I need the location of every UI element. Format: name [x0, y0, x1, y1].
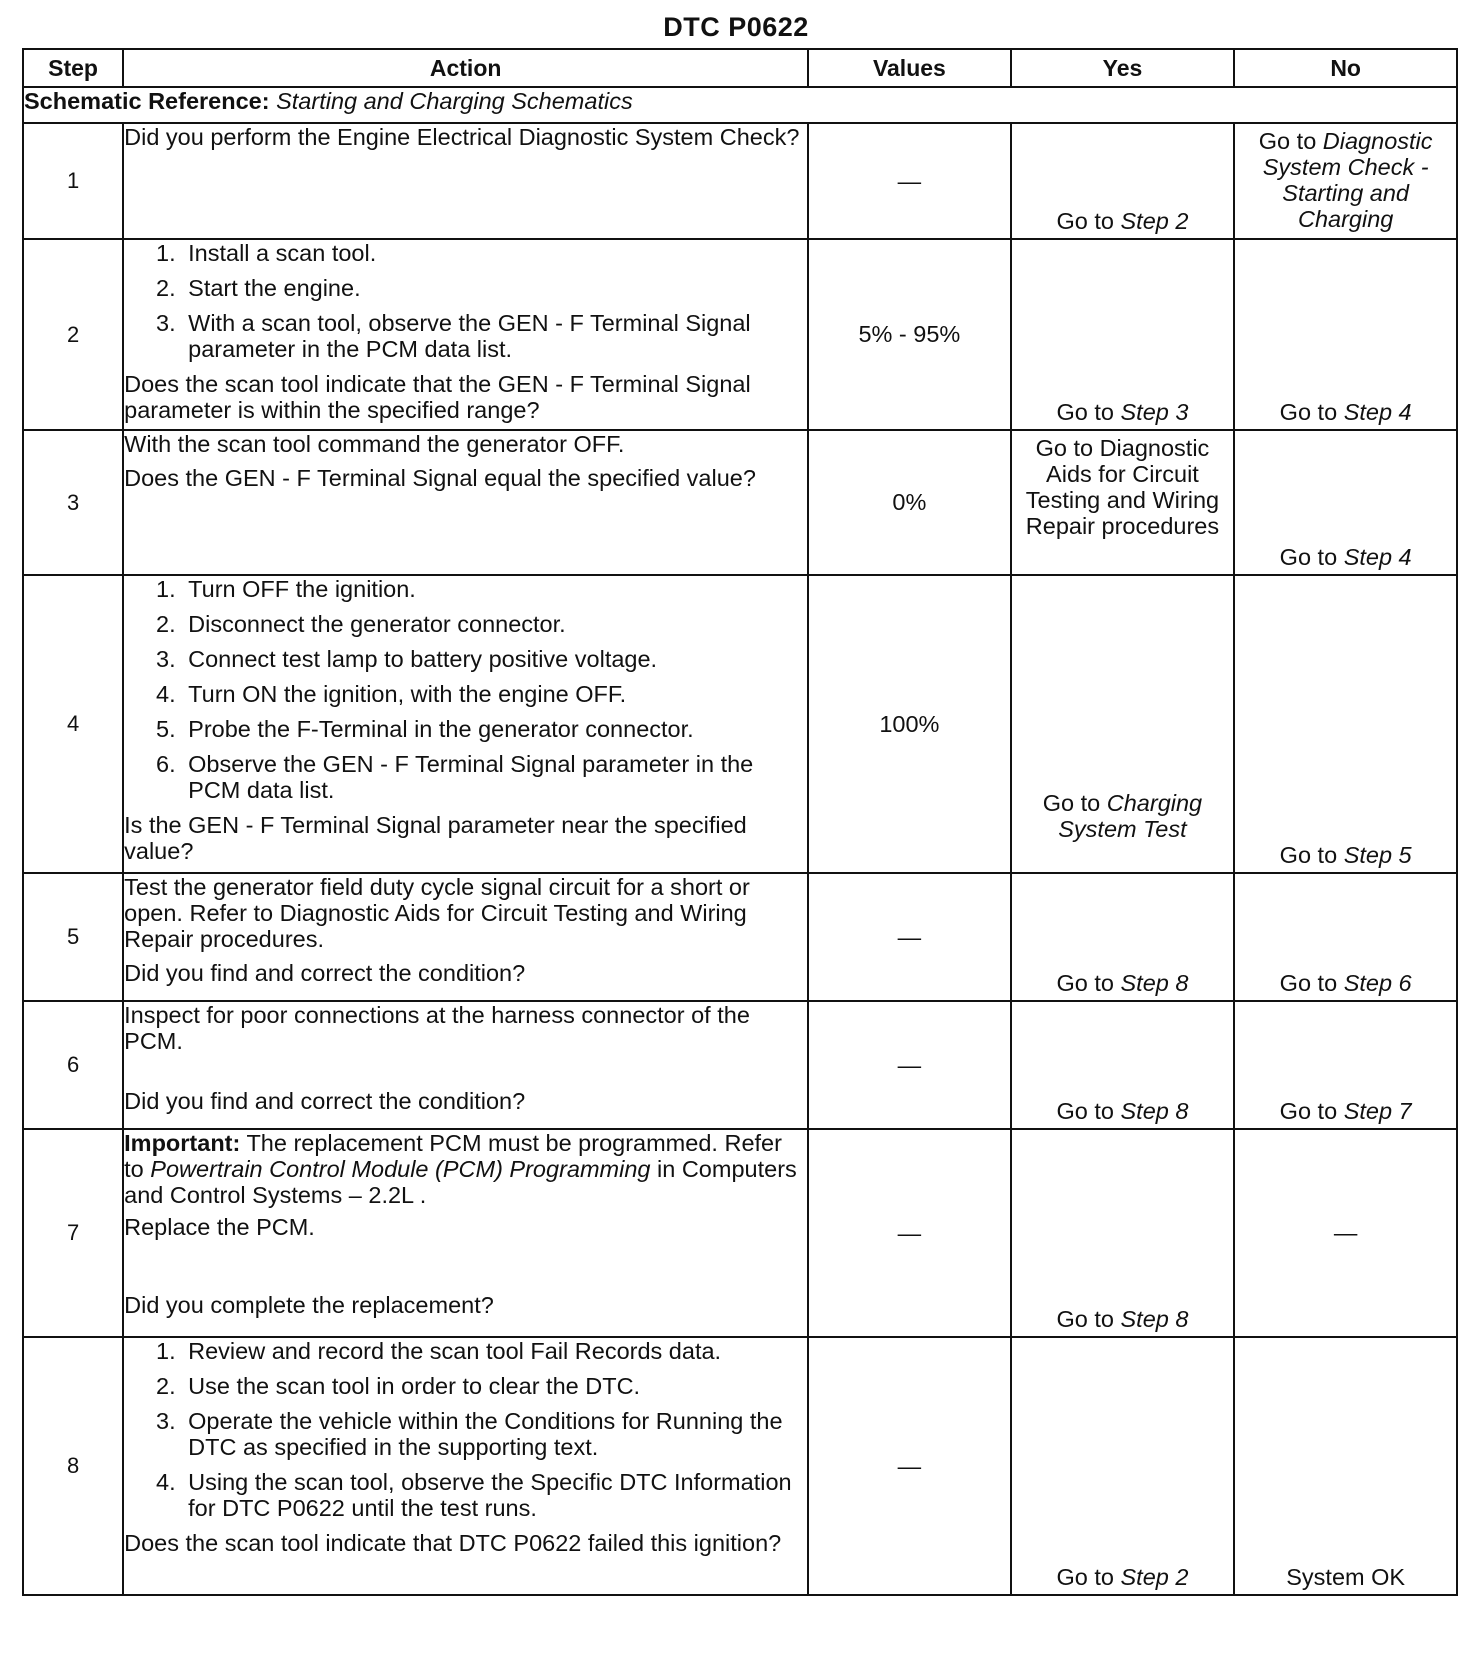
no-cell: [1234, 430, 1457, 575]
action-item: 2. Disconnect the generator connector.: [182, 611, 807, 637]
go-to-text: Go to: [1279, 399, 1338, 425]
yes-cell: [1011, 1129, 1235, 1337]
no-target: Step 6: [1343, 970, 1412, 996]
action-item: 3. Connect test lamp to battery positive voltage.: [182, 646, 807, 672]
action-question: Did you find and correct the condition?: [124, 960, 526, 986]
go-to-text: Go to: [1279, 544, 1338, 570]
go-to-text: Go to: [1056, 1098, 1114, 1124]
yes-target: Step 8: [1120, 1306, 1189, 1332]
yes-cell: [1011, 430, 1235, 575]
yes-target: Step 8: [1120, 970, 1189, 996]
action-text: Inspect for poor connections at the harness connector of the PCM.: [124, 1002, 750, 1054]
value-cell: —: [808, 873, 1010, 1001]
header-action: Action: [123, 49, 808, 87]
go-to-text: Go to: [1056, 399, 1114, 425]
no-cell: [1234, 123, 1457, 239]
step-number: 1: [23, 123, 123, 239]
header-no: No: [1234, 49, 1457, 87]
step-number: 7: [23, 1129, 123, 1337]
table-row: [23, 239, 1457, 430]
step-number: 3: [23, 430, 123, 575]
table-row: [23, 575, 1457, 873]
action-cell: [123, 1337, 808, 1595]
yes-cell: [1011, 239, 1235, 430]
action-item: 1. Turn OFF the ignition.: [182, 576, 807, 602]
yes-target: Step 3: [1120, 399, 1189, 425]
value-cell: 100%: [808, 575, 1010, 873]
action-cell: [123, 123, 808, 239]
action-list: [124, 240, 807, 362]
go-to-text: Go to: [1279, 1098, 1338, 1124]
table-row: [23, 1001, 1457, 1129]
no-cell: [1234, 575, 1457, 873]
go-to-text: Go to: [1056, 970, 1114, 996]
step-number: 4: [23, 575, 123, 873]
no-cell: [1234, 1129, 1457, 1337]
no-target: Step 4: [1343, 544, 1412, 570]
yes-target: Step 8: [1120, 1098, 1189, 1124]
action-cell: [123, 1001, 808, 1129]
page-title: DTC P0622: [663, 12, 809, 42]
action-item: 1. Install a scan tool.: [182, 240, 807, 266]
yes-target: Step 2: [1120, 1564, 1189, 1590]
action-question: Did you find and correct the condition?: [124, 1088, 526, 1114]
header-yes: Yes: [1011, 49, 1235, 87]
action-question: Does the GEN - F Terminal Signal equal the specified value?: [124, 465, 756, 491]
go-to-text: Go to: [1056, 208, 1114, 234]
diagnostic-table: [22, 48, 1458, 1596]
action-question: Did you perform the Engine Electrical Diagnostic System Check?: [124, 124, 800, 150]
value-cell: 5% - 95%: [808, 239, 1010, 430]
action-item: 2. Start the engine.: [182, 275, 807, 301]
value-cell: —: [808, 1337, 1010, 1595]
schematic-label: Schematic Reference:: [24, 88, 270, 114]
action-item: 3. Operate the vehicle within the Conditions for Running the DTC as specified in the supporting text.: [182, 1408, 807, 1460]
step-number: 6: [23, 1001, 123, 1129]
header-step: Step: [23, 49, 123, 87]
schematic-row: [23, 87, 1457, 123]
action-question: Does the scan tool indicate that the GEN - F Terminal Signal parameter is within the specified range?: [124, 371, 751, 423]
table-row: [23, 873, 1457, 1001]
no-cell: [1234, 1001, 1457, 1129]
no-target: Step 4: [1343, 399, 1412, 425]
no-target: Step 7: [1343, 1098, 1412, 1124]
action-text: With the scan tool command the generator OFF.: [124, 431, 625, 457]
table-row: [23, 1337, 1457, 1595]
refer-text: Refer to: [124, 1130, 782, 1182]
no-target: Step 5: [1343, 842, 1412, 868]
action-question: Does the scan tool indicate that DTC P0622 failed this ignition?: [124, 1530, 782, 1556]
important-label: Important:: [124, 1130, 241, 1156]
action-cell: [123, 430, 808, 575]
go-to-text: Go to: [1258, 128, 1317, 154]
no-cell: [1234, 1337, 1457, 1595]
action-item: 6. Observe the GEN - F Terminal Signal parameter in the PCM data list.: [182, 751, 807, 803]
go-to-text: Go to: [1056, 1306, 1114, 1332]
yes-cell: [1011, 1337, 1235, 1595]
value-cell: —: [808, 1001, 1010, 1129]
important-note: [124, 1130, 807, 1208]
yes-text: Go to Diagnostic Aids for Circuit Testing and Wiring Repair procedures: [1025, 435, 1220, 539]
action-question: Did you complete the replacement?: [124, 1292, 494, 1318]
step-number: 8: [23, 1337, 123, 1595]
yes-target: Charging System Test: [1058, 790, 1203, 842]
action-cell: [123, 1129, 808, 1337]
value-cell: —: [808, 1129, 1010, 1337]
go-to-text: Go to: [1279, 842, 1338, 868]
yes-cell: [1011, 123, 1235, 239]
action-list: [124, 1338, 807, 1521]
action-item: 3. With a scan tool, observe the GEN - F Terminal Signal parameter in the PCM data list.: [182, 310, 807, 362]
action-item: 1. Review and record the scan tool Fail Records data.: [182, 1338, 807, 1364]
yes-cell: [1011, 1001, 1235, 1129]
action-item: 4. Turn ON the ignition, with the engine OFF.: [182, 681, 807, 707]
action-cell: [123, 873, 808, 1001]
yes-target: Step 2: [1120, 208, 1189, 234]
no-cell: [1234, 873, 1457, 1001]
go-to-text: Go to: [1042, 790, 1101, 816]
no-target: Diagnostic System Check - Starting and Charging: [1262, 128, 1433, 232]
yes-cell: [1011, 575, 1235, 873]
yes-cell: [1011, 873, 1235, 1001]
go-to-text: Go to: [1056, 1564, 1114, 1590]
action-question: Is the GEN - F Terminal Signal parameter near the specified value?: [124, 812, 747, 864]
action-cell: [123, 575, 808, 873]
action-cell: [123, 239, 808, 430]
no-cell: [1234, 239, 1457, 430]
action-item: 4. Using the scan tool, observe the Specific DTC Information for DTC P0622 until the test runs.: [182, 1469, 807, 1521]
action-text: Replace the PCM.: [124, 1214, 315, 1240]
step-number: 5: [23, 873, 123, 1001]
value-cell: —: [808, 123, 1010, 239]
no-text: —: [1333, 1219, 1358, 1246]
table-row: [23, 123, 1457, 239]
value-cell: 0%: [808, 430, 1010, 575]
table-row: [23, 430, 1457, 575]
schematic-text: Starting and Charging Schematics: [276, 88, 633, 114]
important-text: The replacement PCM must be programmed.: [246, 1130, 718, 1156]
refer-tail: in Computers and Control Systems – 2.2L .: [124, 1156, 797, 1208]
schematic-reference: [23, 87, 1457, 123]
table-row: [23, 1129, 1457, 1337]
header-values: Values: [808, 49, 1010, 87]
action-list: [124, 576, 807, 803]
go-to-text: Go to: [1279, 970, 1338, 996]
action-item: 5. Probe the F-Terminal in the generator connector.: [182, 716, 807, 742]
header-row: [23, 49, 1457, 87]
action-item: 2. Use the scan tool in order to clear the DTC.: [182, 1373, 807, 1399]
refer-link: Powertrain Control Module (PCM) Programming: [150, 1156, 651, 1182]
no-text: System OK: [1286, 1564, 1406, 1590]
step-number: 2: [23, 239, 123, 430]
action-text: Test the generator field duty cycle signal circuit for a short or open. Refer to Diagnostic Aids for Circuit Testing and Wiring Repair procedures.: [124, 874, 750, 952]
